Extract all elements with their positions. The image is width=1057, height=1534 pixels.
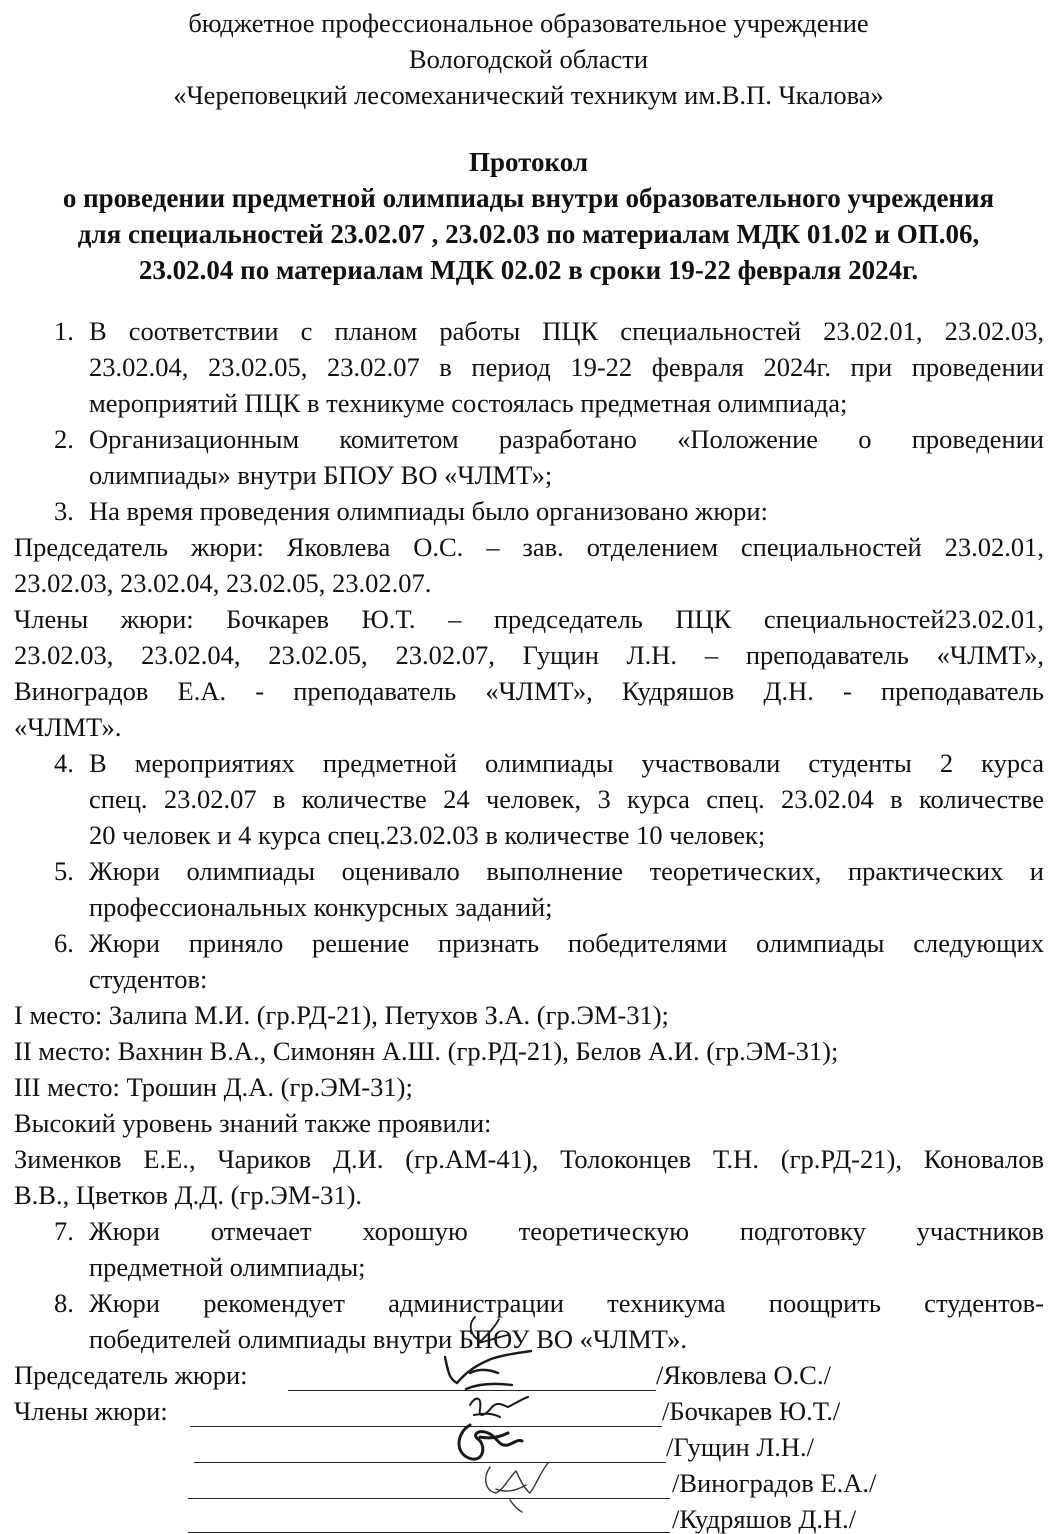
document-subtitle-line-2: для специальностей 23.02.07 , 23.02.03 по материалам МДК 01.02 и ОП.06, [77, 219, 980, 249]
item-1-number: 1. [54, 316, 74, 346]
item-3-line-1: На время проведения олимпиады было организовано жюри: [89, 496, 768, 526]
item-6-line-1: Жюри приняло решение признать победителями олимпиады следующих [89, 928, 1044, 958]
third-place: III место: Трошин Д.А. (гр.ЭМ-31); [14, 1072, 413, 1102]
jury-members-line-3: Виноградов Е.А. - преподаватель «ЧЛМТ», Кудряшов Д.Н. - преподаватель [14, 676, 1044, 706]
item-4-line-1: В мероприятиях предметной олимпиады участвовали студенты 2 курса [89, 748, 1044, 778]
document-subtitle-line-1: о проведении предметной олимпиады внутри образовательного учреждения [62, 183, 995, 213]
item-5-line-1: Жюри олимпиады оценивало выполнение теоретических, практических и [89, 856, 1044, 886]
first-place: I место: Залипа М.И. (гр.РД-21), Петухов З.А. (гр.ЭМ-31); [14, 1000, 669, 1030]
item-5-line-2: профессиональных конкурсных заданий; [89, 892, 553, 922]
org-name-line-1: бюджетное профессиональное образовательное учреждение [188, 8, 869, 38]
item-3-number: 3. [54, 496, 74, 526]
item-8-line-1: Жюри рекомендует администрации техникума поощрить студентов- [89, 1288, 1044, 1318]
jury-members-line-2: 23.02.03, 23.02.04, 23.02.05, 23.02.07, Гущин Л.Н. – преподаватель «ЧЛМТ», [14, 640, 1044, 670]
signature-name-2: /Бочкарев Ю.Т./ [662, 1396, 841, 1426]
high-level-label: Высокий уровень знаний также проявили: [14, 1108, 492, 1138]
jury-members-line-4: «ЧЛМТ». [14, 712, 122, 742]
item-1-line-2: 23.02.04, 23.02.05, 23.02.07 в период 19-22 февраля 2024г. при проведении [89, 352, 1044, 382]
item-4-number: 4. [54, 748, 74, 778]
item-7-line-2: предметной олимпиады; [89, 1252, 366, 1282]
item-6-line-2: студентов: [89, 964, 208, 994]
item-4-line-2: спец. 23.02.07 в количестве 24 человек, 3 курса спец. 23.02.04 в количестве [89, 784, 1044, 814]
item-1-line-1: В соответствии с планом работы ПЦК специальностей 23.02.01, 23.02.03, [89, 316, 1044, 346]
item-2-line-1: Организационным комитетом разработано «Положение о проведении [89, 424, 1044, 454]
jury-chair-line-1: Председатель жюри: Яковлева О.С. – зав. отделением специальностей 23.02.01, [14, 532, 1044, 562]
document-subtitle-line-3: 23.02.04 по материалам МДК 02.02 в сроки 19-22 февраля 2024г. [138, 255, 919, 285]
org-name-line-3: «Череповецкий лесомеханический техникум им.В.П. Чкалова» [173, 80, 884, 110]
signature-name-4: /Виноградов Е.А./ [672, 1468, 877, 1498]
signature-chair-label: Председатель жюри: [14, 1360, 248, 1390]
signature-line-member-4 [188, 1532, 670, 1533]
item-6-number: 6. [54, 928, 74, 958]
handwritten-signatures [440, 1305, 620, 1520]
item-8-number: 8. [54, 1288, 74, 1318]
item-5-number: 5. [54, 856, 74, 886]
signature-name-5: /Кудряшов Д.Н./ [672, 1504, 857, 1534]
document-title: Протокол [468, 147, 589, 177]
item-4-line-3: 20 человек и 4 курса спец.23.02.03 в количестве 10 человек; [89, 820, 766, 850]
item-8-line-2: победителей олимпиады внутри БПОУ ВО «ЧЛМТ». [89, 1324, 688, 1354]
jury-members-line-1: Члены жюри: Бочкарев Ю.Т. – председатель ПЦК специальностей23.02.01, [14, 604, 1044, 634]
high-level-line-2: В.В., Цветков Д.Д. (гр.ЭМ-31). [14, 1180, 363, 1210]
item-7-number: 7. [54, 1216, 74, 1246]
signature-name-3: /Гущин Л.Н./ [666, 1432, 815, 1462]
signature-name-1: /Яковлева О.С./ [656, 1360, 831, 1390]
item-1-line-3: мероприятий ПЦК в техникуме состоялась предметная олимпиада; [89, 388, 848, 418]
signature-members-label: Члены жюри: [14, 1396, 168, 1426]
item-7-line-1: Жюри отмечает хорошую теоретическую подготовку участников [89, 1216, 1044, 1246]
org-name-line-2: Вологодской области [408, 44, 649, 74]
jury-chair-line-2: 23.02.03, 23.02.04, 23.02.05, 23.02.07. [14, 568, 432, 598]
item-2-number: 2. [54, 424, 74, 454]
high-level-line-1: Зименков Е.Е., Чариков Д.И. (гр.АМ-41), Толоконцев Т.Н. (гр.РД-21), Коновалов [14, 1144, 1044, 1174]
item-2-line-2: олимпиады» внутри БПОУ ВО «ЧЛМТ»; [89, 460, 553, 490]
second-place: II место: Вахнин В.А., Симонян А.Ш. (гр.РД-21), Белов А.И. (гр.ЭМ-31); [14, 1036, 839, 1066]
